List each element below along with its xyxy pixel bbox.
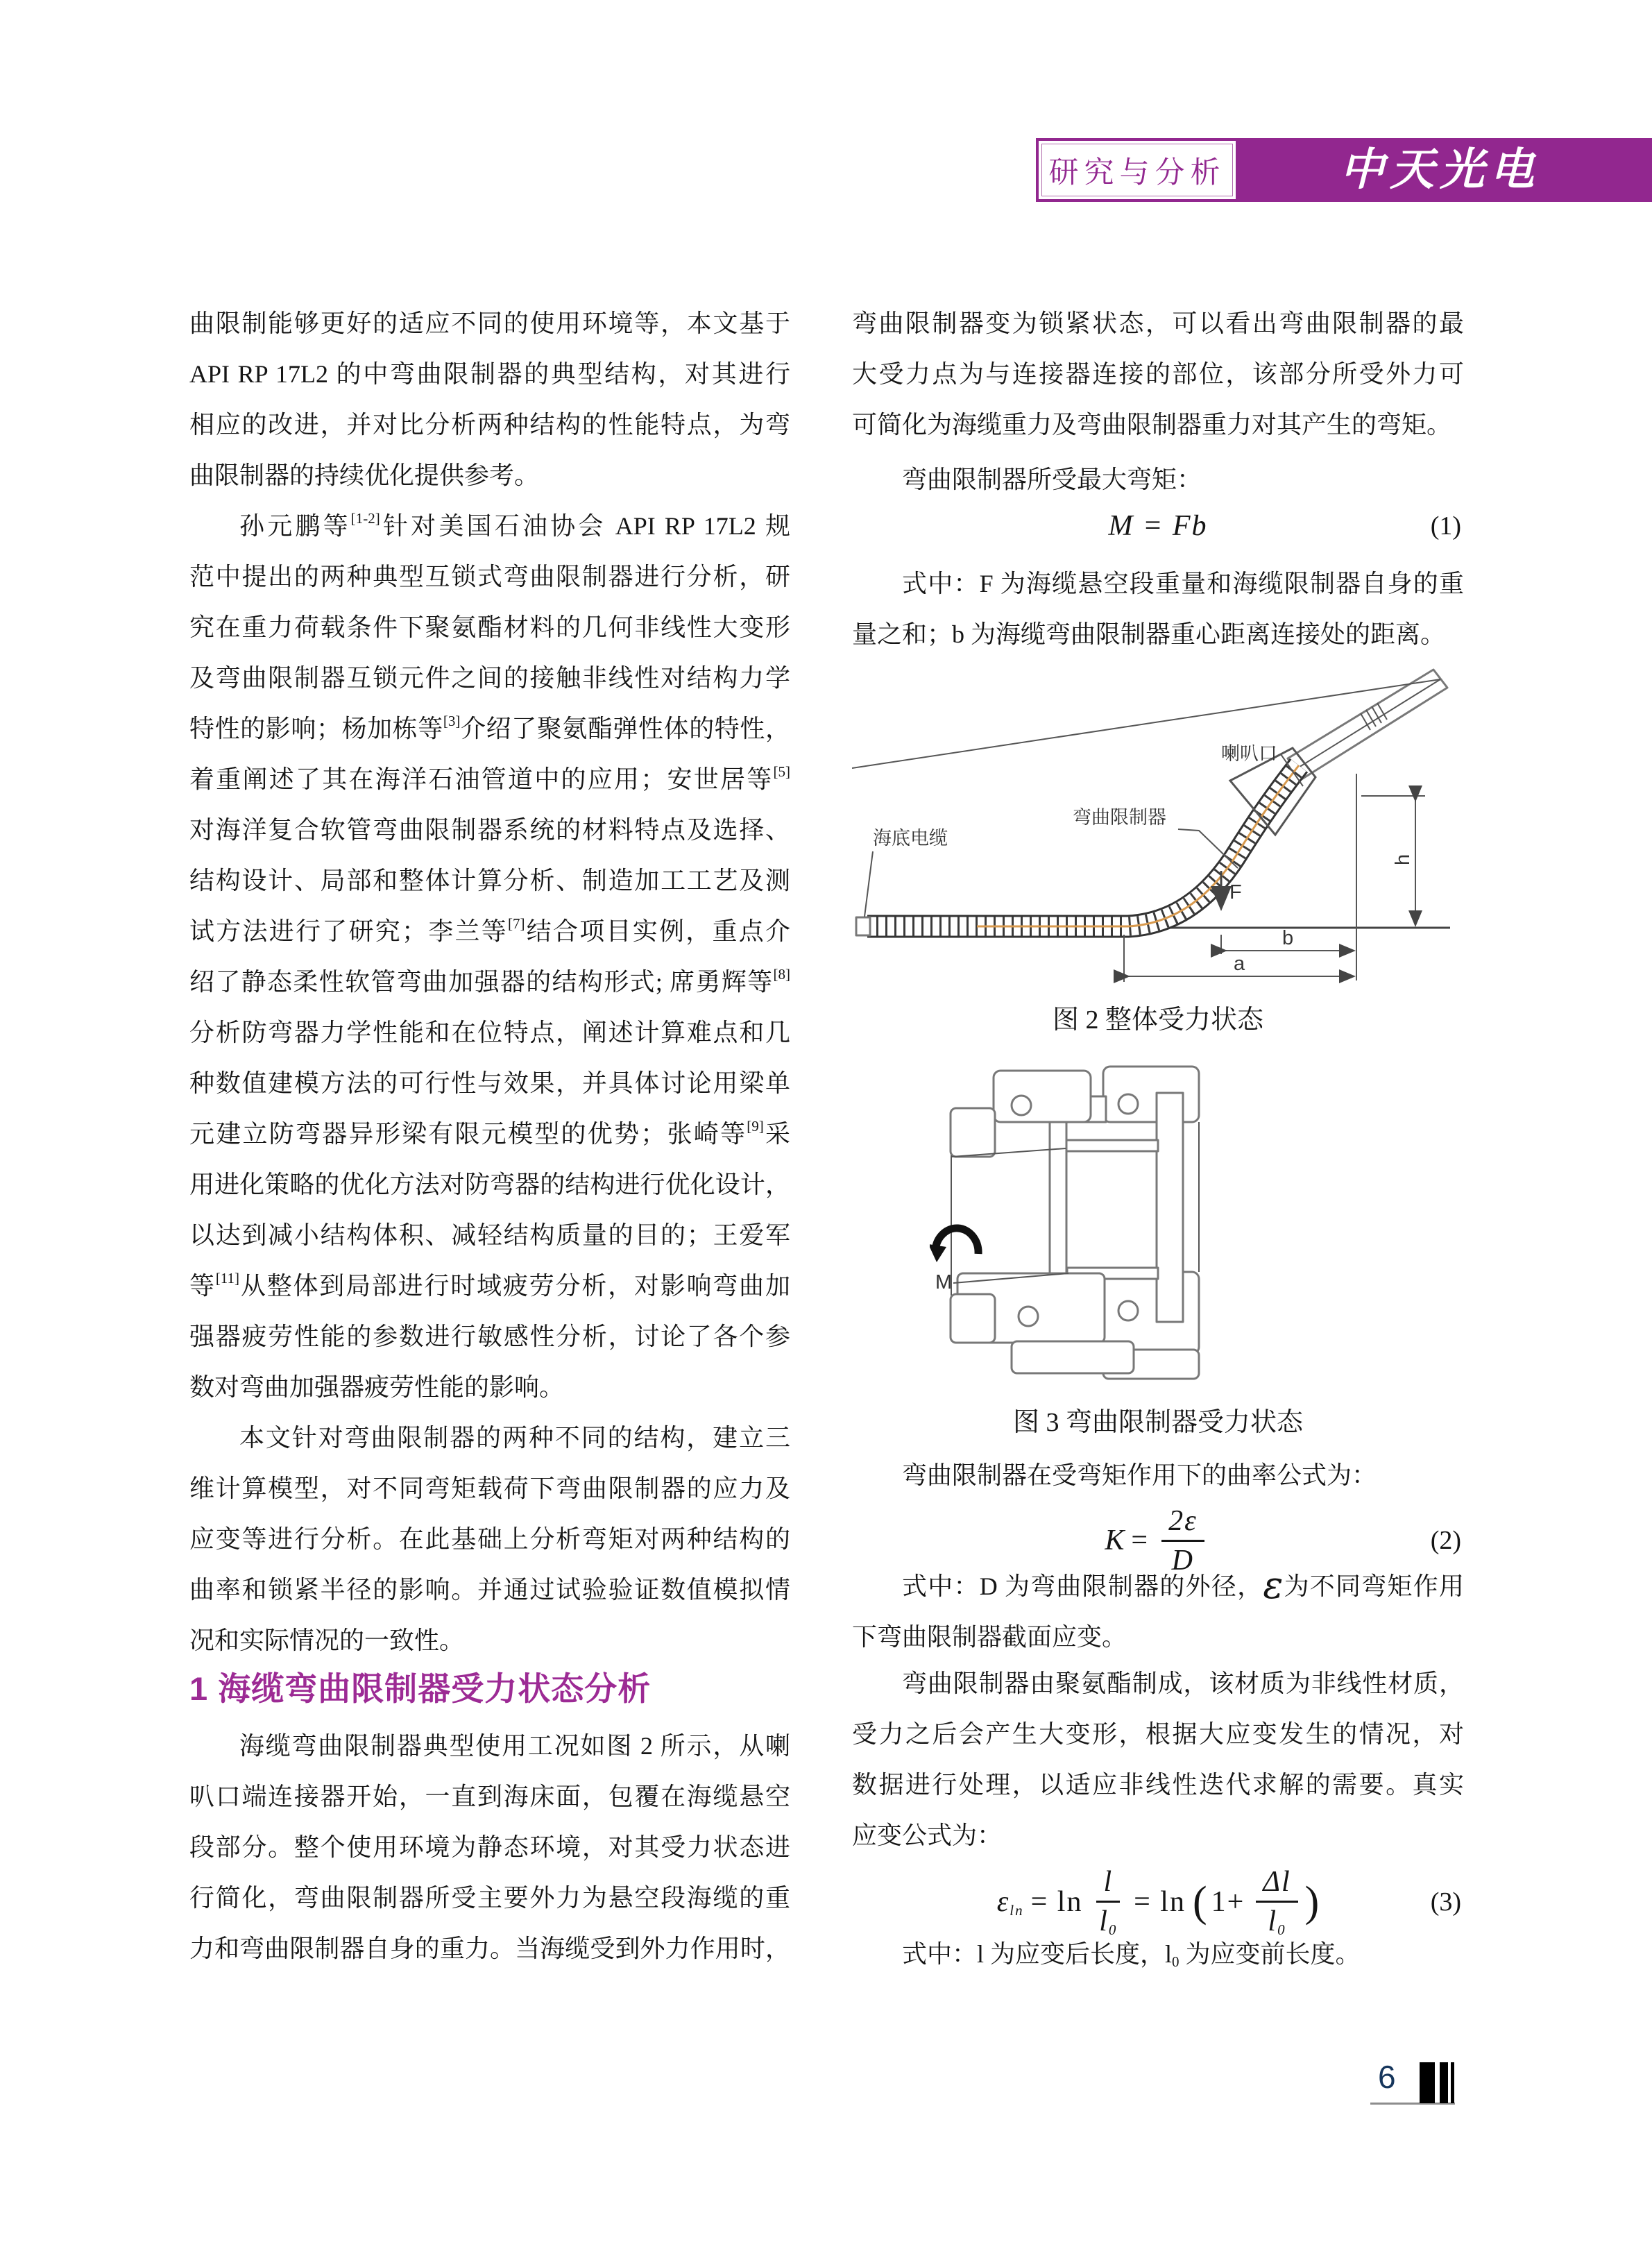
text-line: 用进化策略的优化方法对防弯器的结构进行优化设计， — [189, 1171, 790, 1198]
left-column — [189, 298, 790, 2172]
text-line: 对海洋复合软管弯曲限制器系统的材料特点及选择、 — [189, 816, 790, 844]
figure2-caption: 图 2 整体受力状态 — [1052, 1005, 1263, 1035]
text-line: 段部分。整个使用环境为静态环境，对其受力状态进 — [189, 1833, 790, 1861]
text-line: 受力之后会产生大变形，根据大应变发生的情况，对 — [852, 1720, 1464, 1748]
text-line: 弯曲限制器变为锁紧状态，可以看出弯曲限制器的最 — [852, 309, 1464, 337]
equals-sign: = — [1131, 1525, 1150, 1556]
equation-2-number: (2) — [1430, 1526, 1461, 1555]
text-line: 大受力点为与连接器连接的部位，该部分所受外力可 — [852, 360, 1464, 388]
figure2 — [852, 663, 1464, 996]
text-line: 孙元鹏等[1-2]针对美国石油协会 API RP 17L2 规 — [239, 510, 790, 540]
text-line: 量之和；b 为海缆弯曲限制器重心距离连接处的距离。 — [852, 620, 1446, 648]
text-line: 况和实际情况的一致性。 — [189, 1627, 465, 1654]
text-line: 应变等进行分析。在此基础上分析弯矩对两种结构的 — [189, 1525, 790, 1553]
text-line: 海缆弯曲限制器典型使用工况如图 2 所示，从喇 — [239, 1732, 790, 1760]
text-line: 分析防弯器力学性能和在位特点，阐述计算难点和几 — [189, 1019, 790, 1046]
footer-bar-icon — [1440, 2062, 1448, 2103]
right-paragraph-c — [852, 559, 1464, 660]
equation-3-number: (3) — [1430, 1887, 1461, 1917]
text-line: 数据进行处理，以适应非线性迭代求解的需要。真实 — [852, 1771, 1464, 1799]
right-paragraph-d — [852, 1450, 1464, 1501]
moment-arrow — [930, 1228, 978, 1262]
dim-a-label: a — [1234, 953, 1245, 975]
text-line: 等[11]从整体到局部进行时域疲劳分析，对影响弯曲加 — [189, 1270, 790, 1300]
seabed-cable-label: 海底电缆 — [873, 828, 948, 849]
text-line: 以达到减小结构体积、减轻结构质量的目的；王爱军 — [189, 1221, 790, 1249]
equation-2-lhs: K — [1105, 1525, 1126, 1556]
moment-label: M — [935, 1271, 953, 1293]
equals-ln-1: = ln — [1030, 1885, 1083, 1918]
text-line: 曲限制能够更好的适应不同的使用环境等，本文基于 — [189, 309, 790, 337]
header-banner — [1036, 138, 1652, 202]
equation-3: $\varepsilon_{ln}$ = ln $\frac{l}{l_0}$ = ln ( 1+ $\frac{\Delta l}{l_0}$ ) (3) — [996, 1866, 1461, 1938]
text-line: 应变公式为： — [852, 1821, 1003, 1849]
text-line: 力和弯曲限制器自身的重力。当海缆受到外力作用时， — [189, 1935, 790, 1962]
dim-b-label: b — [1282, 927, 1294, 949]
cable-end-fitting — [856, 917, 870, 935]
text-line: 究在重力荷载条件下聚氨酯材料的几何非线性大变形 — [189, 613, 790, 641]
text-line: 特性的影响；杨加栋等[3]介绍了聚氨酯弹性体的特性， — [189, 713, 790, 742]
text-line: 曲率和锁紧半径的影响。并通过试验验证数值模拟情 — [189, 1576, 790, 1604]
text-line: 结构设计、局部和整体计算分析、制造加工工艺及测 — [189, 867, 790, 894]
text-line: 弯曲限制器由聚氨酯制成，该材质为非线性材质， — [902, 1670, 1464, 1697]
text-line: 下弯曲限制器截面应变。 — [852, 1623, 1127, 1651]
text-line: 叭口端连接器开始，一直到海床面，包覆在海缆悬空 — [189, 1783, 790, 1810]
footer-bar-icon — [1420, 2062, 1435, 2103]
text-line: API RP 17L2 的中弯曲限制器的典型结构，对其进行 — [189, 360, 790, 388]
right-paragraph-a — [852, 298, 1464, 450]
brand-logo: 中天光电 — [1340, 144, 1540, 196]
page-number: 6 — [1378, 2059, 1396, 2095]
text-line: 绍了静态柔性软管弯曲加强器的结构形式; 席勇辉等[8] — [189, 966, 790, 996]
fraction-denominator: D — [1171, 1544, 1195, 1577]
figure3 — [930, 1065, 1381, 1388]
equation-3-fraction-2: $\frac{\Delta l}{l_0}$ — [1256, 1867, 1297, 1936]
text-line: 曲限制器的持续优化提供参考。 — [189, 461, 540, 489]
seabed-cable-leader — [865, 851, 873, 917]
fraction-numerator: 2ε — [1161, 1506, 1204, 1542]
right-paragraph-f — [852, 1658, 1464, 1861]
text-line: 弯曲限制器在受弯矩作用下的曲率公式为： — [902, 1461, 1377, 1489]
figure3-caption: 图 3 弯曲限制器受力状态 — [1012, 1408, 1303, 1437]
section-tag-label: 研究与分析 — [1048, 155, 1226, 189]
text-line: 种数值建模方法的可行性与效果，并具体讨论用梁单 — [189, 1069, 790, 1097]
equation-3-fraction-1: $\frac{l}{l_0}$ — [1096, 1867, 1120, 1936]
text-line: 可简化为海缆重力及弯曲限制器重力对其产生的弯矩。 — [852, 411, 1452, 439]
section-heading: 1 海缆弯曲限制器受力状态分析 — [189, 1670, 652, 1707]
text-line: 式中：D 为弯曲限制器的外径，ε为不同弯矩作用 — [902, 1563, 1464, 1607]
text-line: 式中：l 为应变后长度，$l_0$ 为应变前长度。 — [902, 1940, 1361, 1970]
equation-1-body: M = Fb — [1108, 510, 1208, 542]
text-line: 着重阐述了其在海洋石油管道中的应用；安世居等[5] — [189, 763, 790, 793]
footer-bar-icon — [1451, 2062, 1454, 2103]
equation-3-lhs: $\varepsilon_{ln}$ — [996, 1885, 1024, 1919]
text-line: 相应的改进，并对比分析两种结构的性能特点，为弯 — [189, 411, 790, 439]
text-line: 范中提出的两种典型互锁式弯曲限制器进行分析，研 — [189, 563, 790, 591]
bell-mouth-label: 喇叭口 — [1221, 743, 1277, 764]
text-line: 行简化，弯曲限制器所受主要外力为悬空段海缆的重 — [189, 1884, 790, 1912]
figure2-svg — [852, 663, 1464, 996]
dim-h-label: h — [1392, 854, 1414, 865]
right-paragraph-g — [852, 1929, 1464, 1980]
equals-ln-2: = ln — [1134, 1885, 1186, 1918]
figure3-svg — [930, 1065, 1381, 1388]
text-line: 维计算模型，对不同弯矩载荷下弯曲限制器的应力及 — [189, 1475, 790, 1502]
text-line: 及弯曲限制器互锁元件之间的接触非线性对结构力学 — [189, 664, 790, 692]
bend-restrictor-label: 弯曲限制器 — [1073, 807, 1166, 828]
force-label: F — [1229, 881, 1242, 903]
text-line: 本文针对弯曲限制器的两种不同的结构，建立三 — [239, 1424, 790, 1452]
text-line: 元建立防弯器异形梁有限元模型的优势；张崎等[9]采 — [189, 1118, 790, 1148]
left-paragraphs-top — [189, 298, 790, 1666]
right-column — [852, 298, 1464, 2172]
section-tag — [1036, 138, 1238, 202]
text-line: 强器疲劳性能的参数进行敏感性分析，讨论了各个参 — [189, 1323, 790, 1350]
left-paragraphs-bottom — [189, 1721, 790, 1974]
equation-1 — [852, 495, 1464, 557]
text-line: 试方法进行了研究；李兰等[7]结合项目实例，重点介 — [189, 915, 790, 945]
one-plus: 1+ — [1211, 1885, 1245, 1918]
right-paragraph-e — [852, 1561, 1464, 1663]
text-line: 式中：F 为海缆悬空段重量和海缆限制器自身的重 — [902, 570, 1464, 597]
text-line: 数对弯曲加强器疲劳性能的影响。 — [189, 1373, 565, 1401]
text-line: 弯曲限制器所受最大弯矩： — [902, 466, 1202, 493]
equation-1-number: (1) — [1430, 511, 1461, 541]
